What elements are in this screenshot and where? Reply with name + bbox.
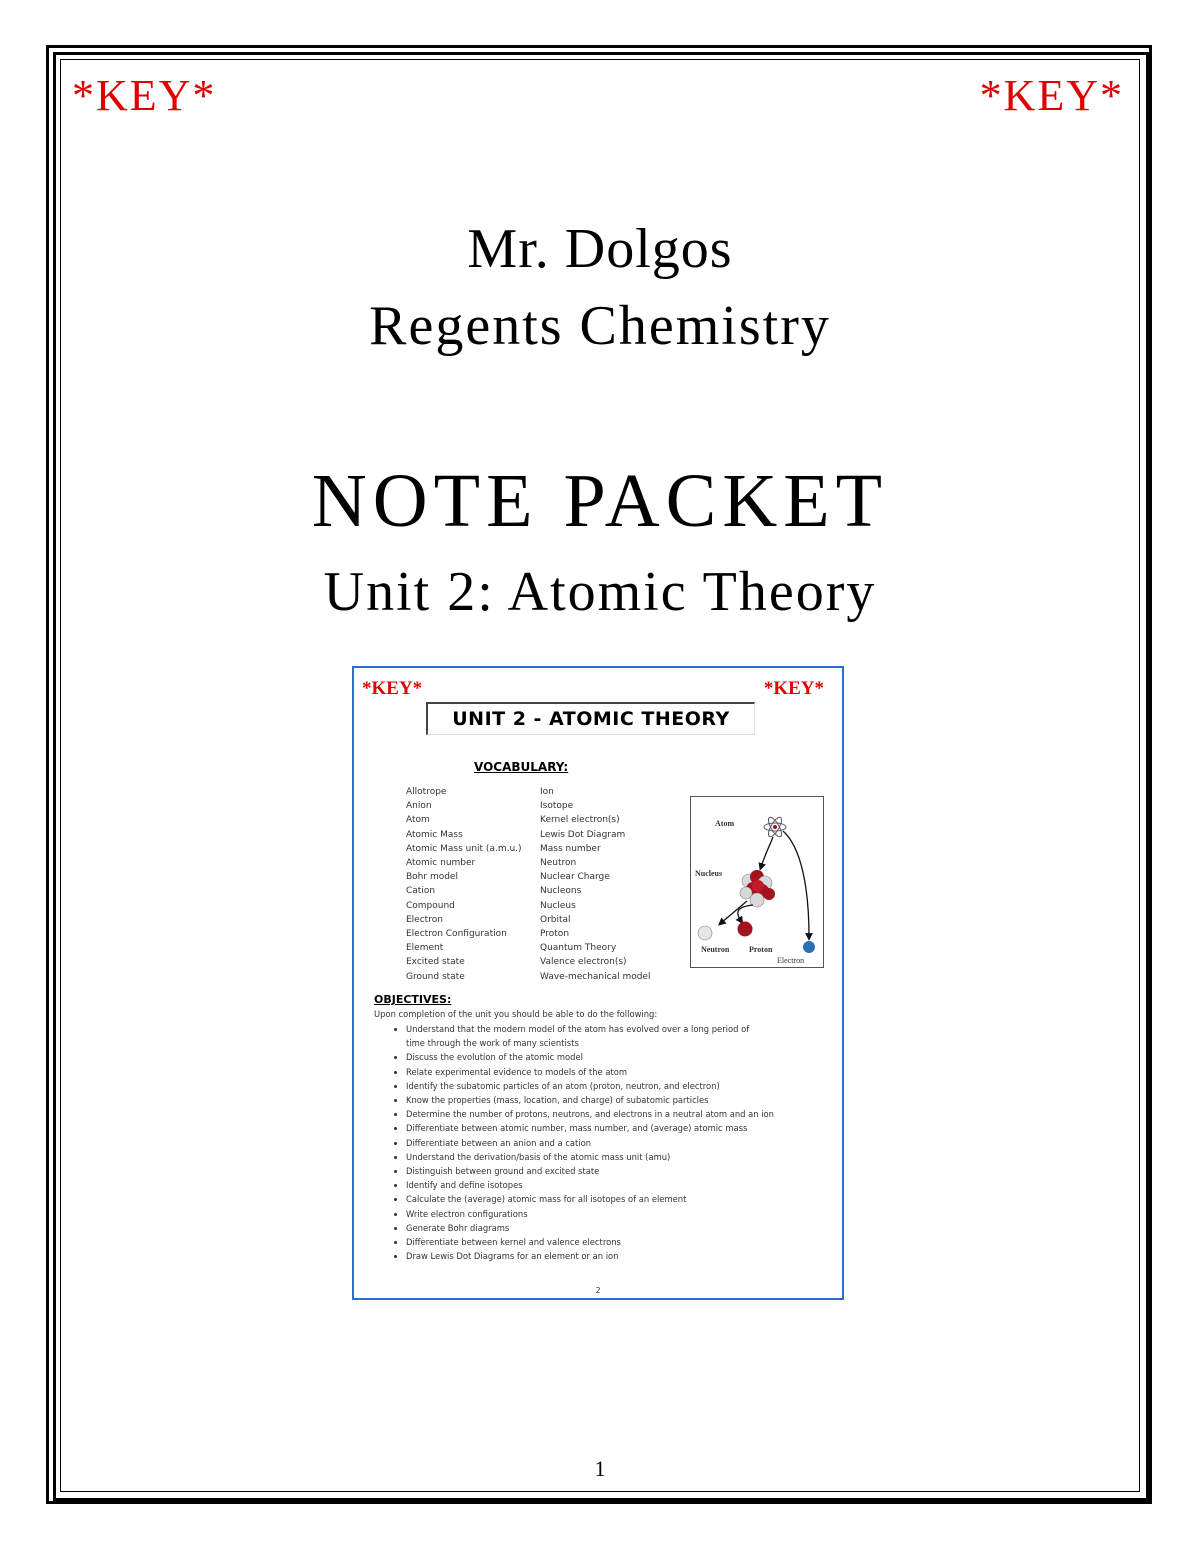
- key-label-left: *KEY*: [72, 71, 217, 120]
- vocab-term: Cation: [406, 886, 436, 897]
- proton-particle: [738, 922, 753, 937]
- vocab-term: Isotope: [540, 801, 574, 812]
- vocab-term: Atom: [406, 815, 430, 826]
- thumb-unit-title: UNIT 2 - ATOMIC THEORY: [426, 702, 755, 735]
- teacher-name: Mr. Dolgos: [467, 218, 733, 280]
- vocabulary-column-2: [540, 785, 650, 984]
- vocab-term: Element: [406, 943, 444, 954]
- objective-item: • Identify and define isotopes: [406, 1178, 846, 1192]
- key-label-right: *KEY*: [979, 71, 1124, 120]
- vocab-term: Compound: [406, 900, 455, 911]
- objective-item: • Know the properties (mass, location, and charge) of subatomic particles: [406, 1093, 846, 1107]
- vocab-term: Nuclear Charge: [540, 872, 610, 883]
- thumb-key-left: *KEY*: [362, 678, 423, 699]
- course-name: Regents Chemistry: [369, 295, 831, 357]
- nucleus-cluster: [740, 870, 775, 907]
- unit-title: Unit 2: Atomic Theory: [323, 561, 877, 623]
- vocab-term: Nucleus: [540, 900, 576, 911]
- vocab-term: Wave-mechanical model: [540, 971, 651, 982]
- vocab-term: Ground state: [406, 971, 465, 982]
- vocab-term: Orbital: [540, 914, 571, 925]
- objective-item: • Relate experimental evidence to models of the atom: [406, 1065, 846, 1079]
- electron-label: Electron: [777, 956, 805, 965]
- objective-text-continuation: time through the work of many scientists: [406, 1038, 579, 1049]
- objectives-heading: OBJECTIVES:: [374, 993, 452, 1006]
- objective-item: • Differentiate between an anion and a cation: [406, 1136, 846, 1150]
- vocab-term: Allotrope: [406, 787, 447, 797]
- objective-item: • Understand the derivation/basis of the atomic mass unit (amu): [406, 1150, 846, 1164]
- objective-item: • Identify the subatomic particles of an atom (proton, neutron, and electron): [406, 1079, 846, 1093]
- vocab-term: Valence electron(s): [540, 957, 627, 968]
- atom-icon: [764, 815, 786, 838]
- objective-item: [406, 1022, 846, 1050]
- vocab-term: Electron Configuration: [406, 929, 507, 940]
- thumb-page-number: 2: [595, 1286, 601, 1295]
- objective-text: Understand that the modern model of the atom has evolved over a long period of: [406, 1024, 750, 1034]
- objectives-intro: Upon completion of the unit you should be able to do the following:: [374, 1009, 658, 1019]
- neutron-label: Neutron: [701, 945, 730, 954]
- electron-particle: [803, 941, 815, 953]
- packet-title: NOTE PACKET: [311, 459, 889, 543]
- vocab-term: Bohr model: [406, 872, 458, 883]
- thumb-key-right: *KEY*: [763, 678, 824, 699]
- vocab-term: Neutron: [540, 858, 577, 869]
- atom-diagram: [690, 796, 824, 968]
- vocab-term: Proton: [540, 929, 570, 940]
- vocab-term: Atomic number: [406, 858, 476, 869]
- atom-diagram-graphic: [691, 797, 825, 969]
- vocab-term: Mass number: [540, 843, 601, 854]
- objective-item: • Discuss the evolution of the atomic model: [406, 1050, 846, 1064]
- vocab-term: Lewis Dot Diagram: [540, 829, 626, 840]
- page-number: 1: [594, 1456, 606, 1481]
- vocab-term: Kernel electron(s): [540, 815, 620, 826]
- objective-item: • Distinguish between ground and excited state: [406, 1164, 846, 1178]
- vocab-term: Electron: [406, 914, 443, 925]
- vocab-term: Nucleons: [540, 886, 582, 897]
- objective-item: • Calculate the (average) atomic mass for all isotopes of an element: [406, 1192, 846, 1206]
- vocab-term: Anion: [406, 801, 432, 812]
- vocab-term: Ion: [540, 787, 554, 797]
- objective-item: • Write electron configurations: [406, 1207, 846, 1221]
- objective-item: • Generate Bohr diagrams: [406, 1221, 846, 1235]
- proton-label: Proton: [749, 945, 773, 954]
- objectives-list: [384, 1022, 846, 1263]
- objective-item: • Draw Lewis Dot Diagrams for an element or an ion: [406, 1249, 846, 1263]
- vocabulary-heading: VOCABULARY:: [474, 760, 569, 774]
- vocab-term: Atomic Mass unit (a.m.u.): [406, 843, 522, 854]
- neutron-particle: [698, 926, 712, 940]
- vocab-term: Quantum Theory: [540, 943, 617, 954]
- objective-item: • Differentiate between kernel and valence electrons: [406, 1235, 846, 1249]
- atom-label: Atom: [715, 819, 735, 828]
- objective-item: • Determine the number of protons, neutrons, and electrons in a neutral atom and an ion: [406, 1107, 846, 1121]
- vocab-term: Excited state: [406, 957, 465, 968]
- vocabulary-column-1: [406, 785, 522, 984]
- nucleus-label: Nucleus: [695, 869, 723, 878]
- vocab-term: Atomic Mass: [406, 829, 463, 840]
- next-page-thumbnail: [352, 666, 844, 1300]
- objective-item: • Differentiate between atomic number, mass number, and (average) atomic mass: [406, 1121, 846, 1135]
